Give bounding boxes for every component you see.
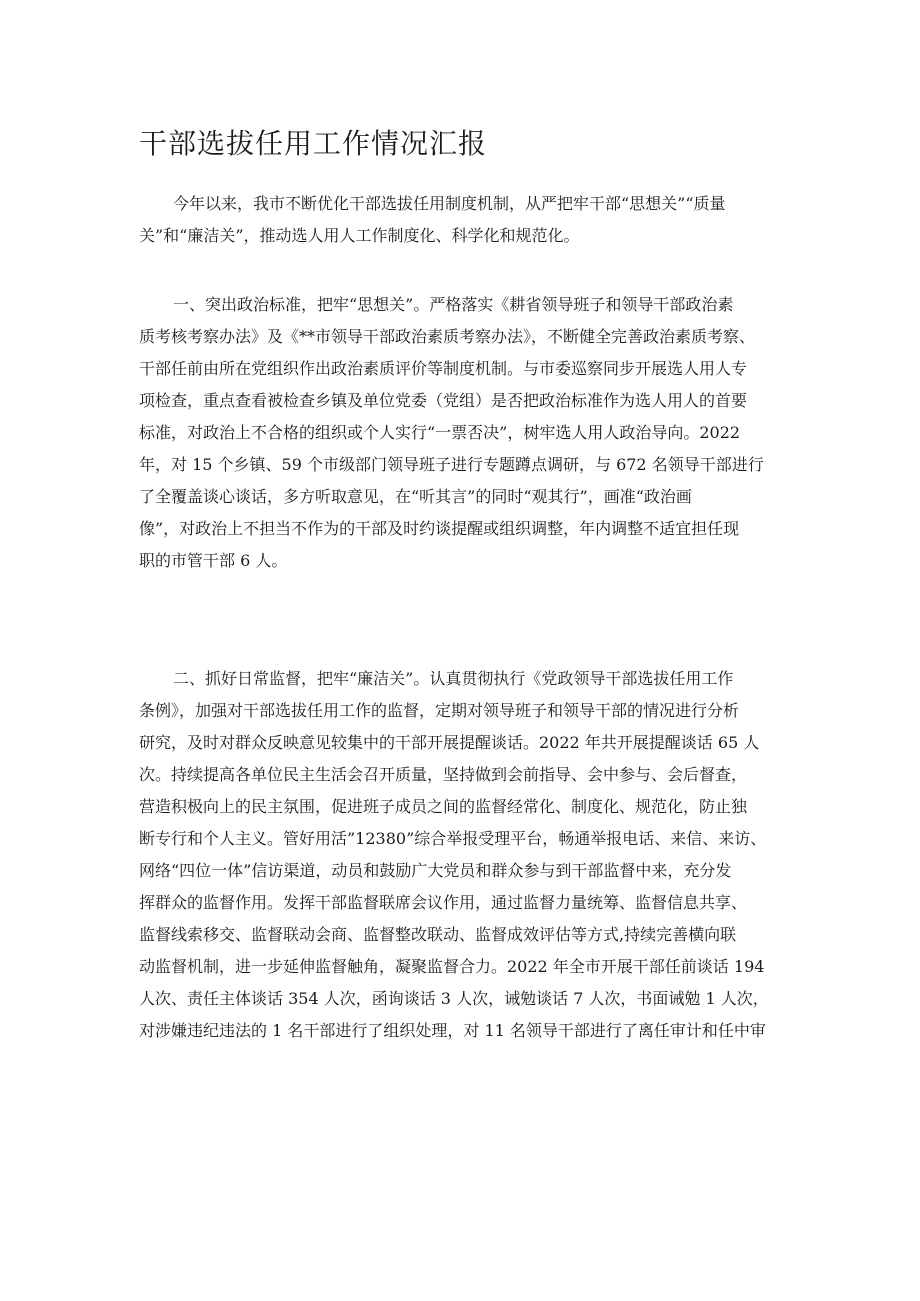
text-line: 年，对 15 个乡镇、59 个市级部门领导班子进行专题蹲点调研，与 672 名领导干部进行 — [139, 455, 764, 474]
text-line: 网络“四位一体”信访渠道，动员和鼓励广大党员和群众参与到干部监督中来，充分发 — [139, 861, 732, 880]
text-line: 对涉嫌违纪违法的 1 名干部进行了组织处理，对 11 名领导干部进行了离任审计和任中审 — [139, 1021, 766, 1040]
text-line: 断专行和个人主义。管好用活”12380”综合举报受理平台，畅通举报电话、来信、来访、 — [139, 829, 767, 848]
text-line: 一、突出政治标准，把牢“思想关”。严格落实《耕省领导班子和领导干部政治素 — [173, 295, 734, 314]
text-line: 条例》，加强对干部选拔任用工作的监督，定期对领导班子和领导干部的情况进行分析 — [139, 701, 740, 720]
text-line: 研究，及时对群众反映意见较集中的干部开展提醒谈话。2022 年共开展提醒谈话 65 人 — [139, 733, 760, 752]
text-line: 二、抓好日常监督，把牢“廉洁关”。认真贯彻执行《党政领导干部选拔任用工作 — [173, 669, 734, 688]
paragraph-intro — [139, 188, 797, 252]
text-line: 挥群众的监督作用。发挥干部监督联席会议作用，通过监督力量统筹、监督信息共享、 — [139, 893, 748, 912]
text-line: 标准，对政治上不合格的组织或个人实行“一票否决”，树牢选人用人政治导向。2022 — [139, 423, 741, 442]
text-line: 像”，对政治上不担当不作为的干部及时约谈提醒或组织调整，年内调整不适宜担任现 — [139, 519, 740, 538]
text-line: 职的市管干部 6 人。 — [139, 551, 288, 570]
text-line: 今年以来，我市不断优化干部选拔任用制度机制，从严把牢干部“思想关”“质量 — [173, 194, 726, 213]
text-line: 营造积极向上的民主氛围，促进班子成员之间的监督经常化、制度化、规范化，防止独 — [139, 797, 748, 816]
page-title: 干部选拔任用工作情况汇报 — [139, 127, 488, 160]
text-line: 次。持续提高各单位民主生活会召开质量，坚持做到会前指导、会中参与、会后督查， — [139, 765, 748, 784]
paragraph-political-standard — [139, 289, 797, 577]
text-line: 监督线索移交、监督联动会商、监督整改联动、监督成效评估等方式,持续完善横向联 — [139, 925, 737, 944]
text-line: 了全覆盖谈心谈话，多方听取意见，在“听其言”的同时“观其行”，画准“政治画 — [139, 487, 692, 506]
paragraph-daily-supervision — [139, 663, 797, 1047]
text-line: 人次、责任主体谈话 354 人次，函询谈话 3 人次，诫勉谈话 7 人次，书面诫勉 1 人次， — [139, 989, 769, 1008]
text-line: 关”和“廉洁关”，推动选人用人工作制度化、科学化和规范化。 — [139, 226, 580, 245]
text-line: 质考核考察办法》及《**市领导干部政治素质考察办法》，不断健全完善政治素质考察、 — [139, 327, 756, 346]
text-line: 动监督机制，进一步延伸监督触角，凝聚监督合力。2022 年全市开展干部任前谈话 194 — [139, 957, 765, 976]
text-line: 干部任前由所在党组织作出政治素质评价等制度机制。与市委巡察同步开展选人用人专 — [139, 359, 748, 378]
text-line: 项检查，重点查看被检查乡镇及单位党委（党组）是否把政治标准作为选人用人的首要 — [139, 391, 748, 410]
